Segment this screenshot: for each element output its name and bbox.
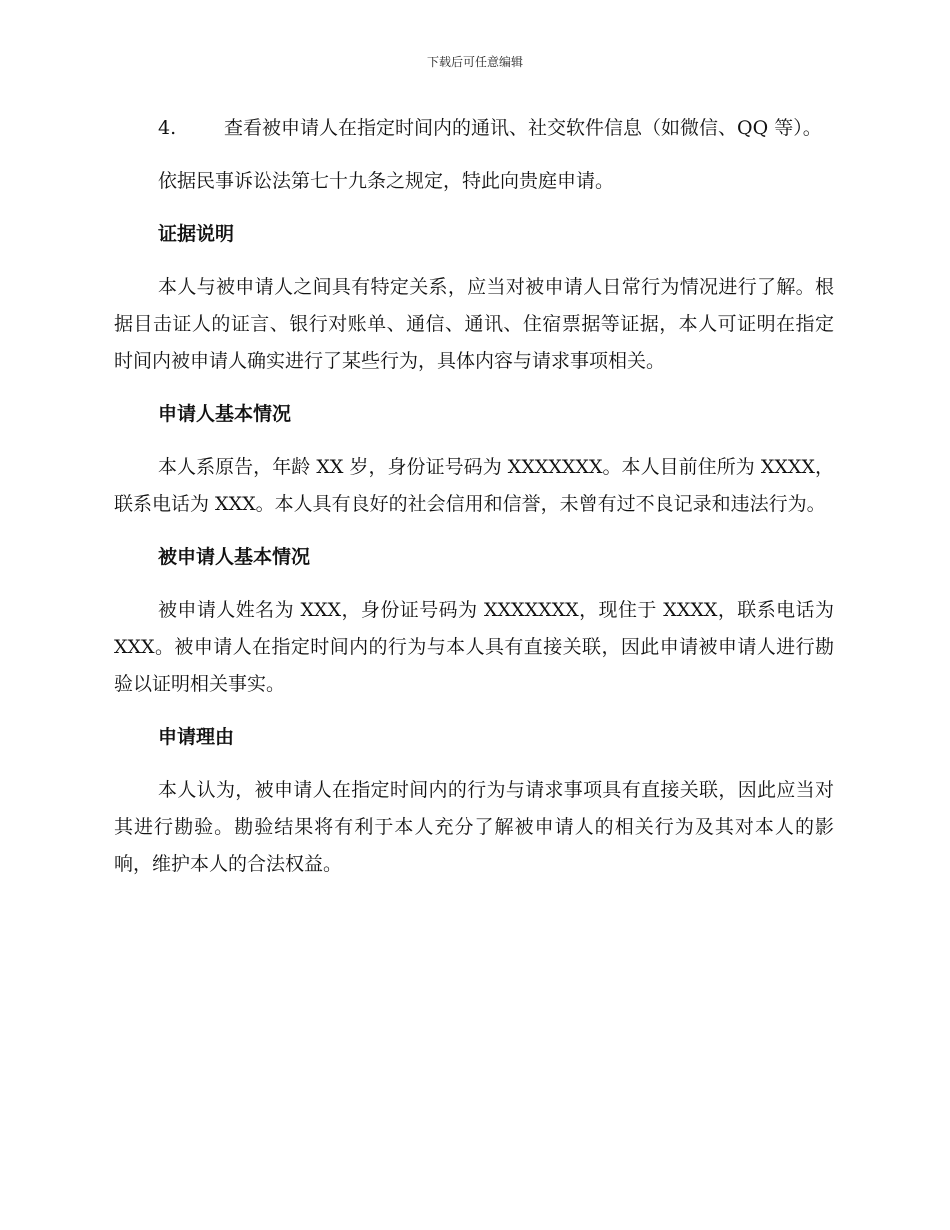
section-body-applicant: 本人系原告，年龄 XX 岁，身份证号码为 XXXXXXX。本人目前住所为 XXXX，联系电话为 XXX。本人具有良好的社会信用和信誉，未曾有过不良记录和违法行为。: [114, 456, 834, 515]
header-note: 下载后可任意编辑: [426, 55, 523, 69]
list-item-text: 查看被申请人在指定时间内的通讯、社交软件信息（如微信、QQ 等）。: [224, 117, 822, 139]
list-item-4: [114, 110, 834, 147]
section-body-reasons: 本人认为，被申请人在指定时间内的行为与请求事项具有直接关联，因此应当对其进行勘验。勘验结果将有利于本人充分了解被申请人的相关行为及其对本人的影响，维护本人的合法权益。: [114, 779, 834, 875]
document-body: [114, 110, 834, 899]
list-number: 4.: [158, 117, 177, 139]
section-body-evidence: 本人与被申请人之间具有特定关系，应当对被申请人日常行为情况进行了解。根据目击证人的证言、银行对账单、通信、通讯、住宿票据等证据，本人可证明在指定时间内被申请人确实进行了某些行为，具体内容与请求事项相关。: [114, 276, 834, 372]
section-heading-applicant: 申请人基本情况: [158, 403, 292, 425]
section-heading-respondent: 被申请人基本情况: [158, 546, 311, 568]
section-heading-evidence: 证据说明: [158, 223, 235, 245]
legal-basis-paragraph: 依据民事诉讼法第七十九条之规定，特此向贵庭申请。: [158, 170, 615, 192]
section-body-respondent: 被申请人姓名为 XXX，身份证号码为 XXXXXXX，现住于 XXXX，联系电话为 XXX。被申请人在指定时间内的行为与本人具有直接关联，因此申请被申请人进行勘验以证明相关事实。: [114, 599, 834, 695]
section-heading-reasons: 申请理由: [158, 726, 235, 748]
